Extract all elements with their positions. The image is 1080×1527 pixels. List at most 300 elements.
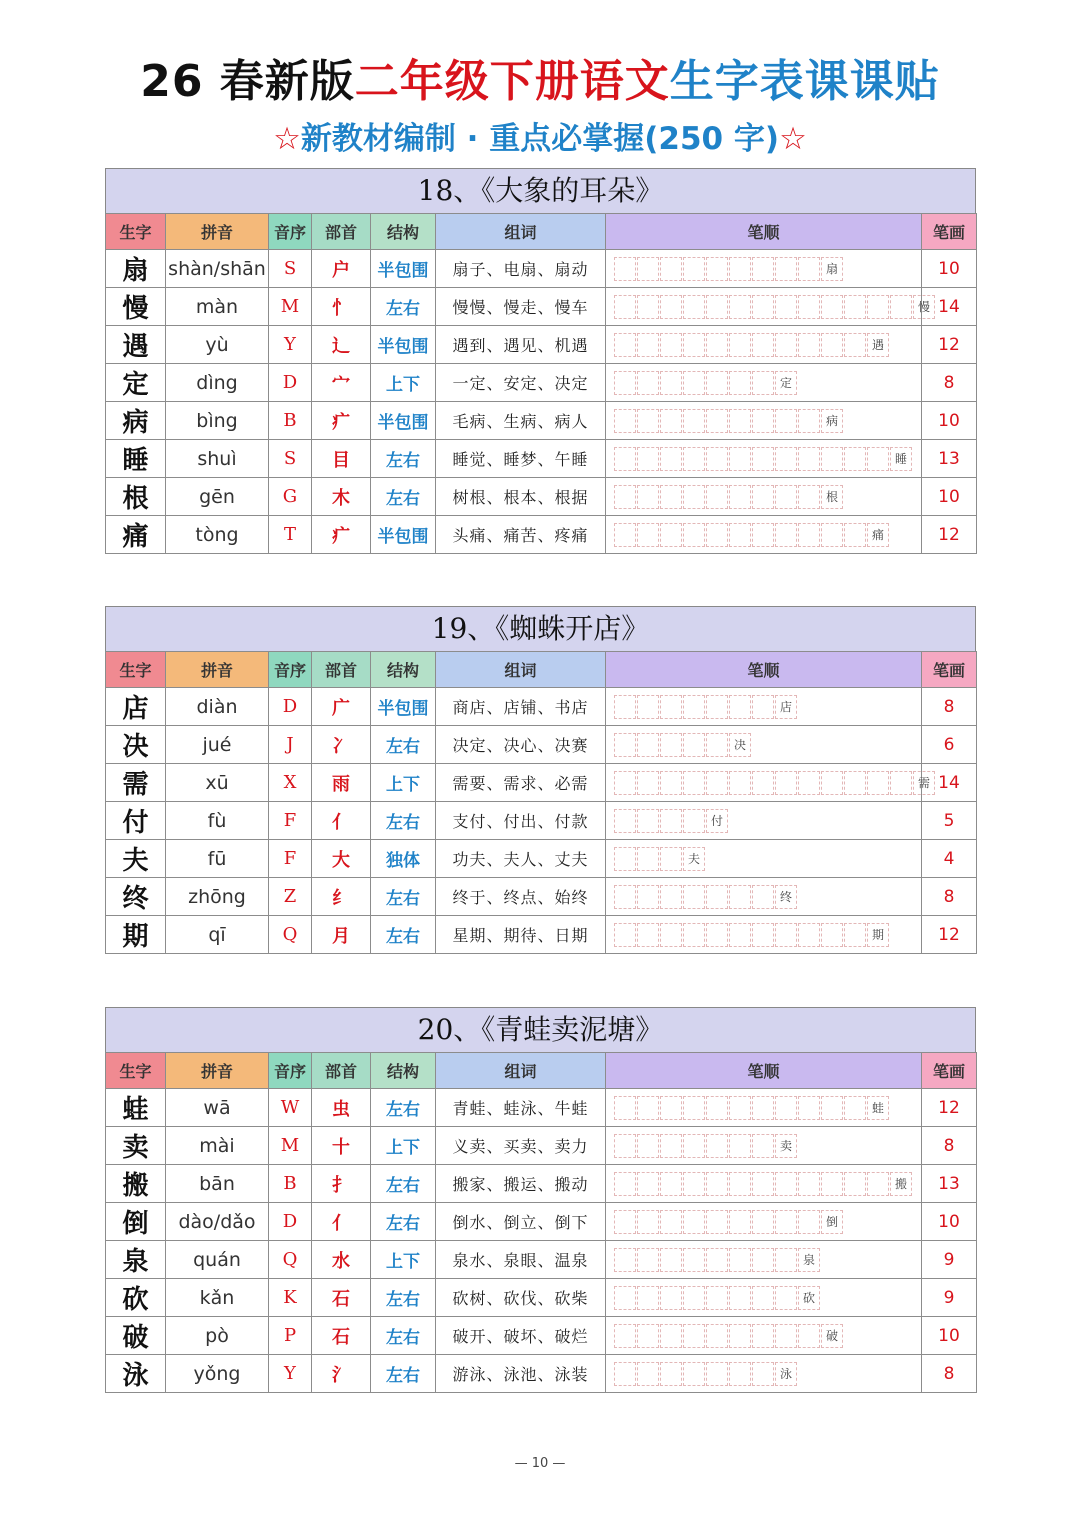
pinyin-cell: bìng [166, 402, 269, 440]
order-cell: M [269, 1127, 312, 1165]
structure-cell: 左右 [371, 1203, 436, 1241]
pinyin-cell: màn [166, 288, 269, 326]
stroke-step-box [614, 695, 636, 719]
stroke-step-box [660, 333, 682, 357]
stroke-step-box [798, 333, 820, 357]
stroke-step-box [752, 695, 774, 719]
header-char: 生字 [106, 652, 166, 688]
stroke-step-box [683, 1286, 705, 1310]
pinyin-cell: bān [166, 1165, 269, 1203]
order-cell: K [269, 1279, 312, 1317]
stroke-step-box [660, 771, 682, 795]
stroke-step-box [660, 257, 682, 281]
words-cell: 一定、安定、决定 [436, 364, 606, 402]
stroke-step-box: 需 [913, 771, 935, 795]
stroke-step-box [660, 847, 682, 871]
stroke-step-box [637, 409, 659, 433]
radical-cell: 月 [312, 916, 371, 954]
stroke-order-cell [606, 1241, 922, 1279]
structure-cell: 左右 [371, 1355, 436, 1393]
stroke-step-box [660, 295, 682, 319]
stroke-step-box [614, 1362, 636, 1386]
table-row [106, 916, 977, 954]
stroke-step-box [729, 1286, 751, 1310]
stroke-count-cell: 13 [922, 440, 977, 478]
stroke-step-box [683, 695, 705, 719]
table-row [106, 1127, 977, 1165]
stroke-step-box [867, 1172, 889, 1196]
stroke-count-cell: 12 [922, 1089, 977, 1127]
stroke-step-box [614, 1172, 636, 1196]
char-cell: 店 [106, 688, 166, 726]
stroke-step-box [683, 1134, 705, 1158]
stroke-order-cell [606, 1165, 922, 1203]
stroke-count-cell: 9 [922, 1279, 977, 1317]
order-cell: Q [269, 916, 312, 954]
table-row [106, 878, 977, 916]
structure-cell: 左右 [371, 878, 436, 916]
stroke-step-box [775, 333, 797, 357]
stroke-step-box [683, 1210, 705, 1234]
stroke-count-cell: 14 [922, 764, 977, 802]
header-words: 组词 [436, 652, 606, 688]
radical-cell: 户 [312, 250, 371, 288]
stroke-step-box [798, 295, 820, 319]
character-table [105, 1052, 977, 1393]
order-cell: G [269, 478, 312, 516]
stroke-step-box [890, 295, 912, 319]
character-table [105, 651, 977, 954]
stroke-step-box [821, 771, 843, 795]
stroke-step-box: 卖 [775, 1134, 797, 1158]
stroke-order-cell [606, 764, 930, 802]
stroke-step-box: 泉 [798, 1248, 820, 1272]
stroke-step-box [660, 1324, 682, 1348]
stroke-step-box [660, 809, 682, 833]
stroke-step-box [614, 733, 636, 757]
stroke-step-box [821, 923, 843, 947]
lesson-title: 20、《青蛙卖泥塘》 [105, 1007, 976, 1052]
stroke-order-cell [606, 916, 922, 954]
order-cell: Y [269, 1355, 312, 1393]
stroke-count-cell: 8 [922, 364, 977, 402]
stroke-step-box [683, 1096, 705, 1120]
words-cell: 义卖、买卖、卖力 [436, 1127, 606, 1165]
stroke-step-box [821, 523, 843, 547]
stroke-step-box [844, 771, 866, 795]
radical-cell: 虫 [312, 1089, 371, 1127]
stroke-step-box [729, 1248, 751, 1272]
stroke-step-box: 破 [821, 1324, 843, 1348]
structure-cell: 上下 [371, 1127, 436, 1165]
stroke-order-cell [606, 516, 922, 554]
stroke-step-box [637, 1172, 659, 1196]
stroke-order-cell [606, 726, 922, 764]
radical-cell: 大 [312, 840, 371, 878]
stroke-step-box: 店 [775, 695, 797, 719]
table-row [106, 402, 977, 440]
radical-cell: 辶 [312, 326, 371, 364]
stroke-step-box [844, 923, 866, 947]
stroke-step-box [637, 1324, 659, 1348]
stroke-step-box [775, 447, 797, 471]
stroke-step-box [729, 485, 751, 509]
words-cell: 砍树、砍伐、砍柴 [436, 1279, 606, 1317]
structure-cell: 左右 [371, 802, 436, 840]
stroke-step-box [706, 257, 728, 281]
stroke-step-box [775, 485, 797, 509]
stroke-step-box: 睡 [890, 447, 912, 471]
structure-cell: 半包围 [371, 516, 436, 554]
stroke-step-box [614, 771, 636, 795]
char-cell: 决 [106, 726, 166, 764]
table-row [106, 726, 977, 764]
stroke-step-box [637, 1134, 659, 1158]
stroke-step-box [752, 1324, 774, 1348]
pinyin-cell: dào/dǎo [166, 1203, 269, 1241]
stroke-step-box [729, 333, 751, 357]
stroke-step-box [752, 409, 774, 433]
words-cell: 青蛙、蛙泳、牛蛙 [436, 1089, 606, 1127]
char-cell: 搬 [106, 1165, 166, 1203]
words-cell: 倒水、倒立、倒下 [436, 1203, 606, 1241]
char-cell: 需 [106, 764, 166, 802]
stroke-step-box [729, 771, 751, 795]
radical-cell: 忄 [312, 288, 371, 326]
stroke-step-box [683, 923, 705, 947]
stroke-step-box [729, 1362, 751, 1386]
stroke-step-box [821, 1096, 843, 1120]
table-row [106, 250, 977, 288]
stroke-step-box [614, 847, 636, 871]
stroke-step-box [798, 1172, 820, 1196]
stroke-step-box [706, 371, 728, 395]
table-row [106, 764, 977, 802]
order-cell: F [269, 802, 312, 840]
stroke-step-box [752, 447, 774, 471]
stroke-order-cell [606, 840, 922, 878]
stroke-step-box [683, 371, 705, 395]
header-words: 组词 [436, 214, 606, 250]
stroke-order-cell [606, 402, 922, 440]
stroke-step-box [683, 809, 705, 833]
stroke-step-box [637, 1210, 659, 1234]
stroke-step-box: 慢 [913, 295, 935, 319]
table-row [106, 1241, 977, 1279]
table-row [106, 478, 977, 516]
radical-cell: 木 [312, 478, 371, 516]
stroke-step-box [660, 1248, 682, 1272]
stroke-step-box [752, 333, 774, 357]
stroke-step-box [683, 1362, 705, 1386]
table-row [106, 1203, 977, 1241]
header-stroke-order: 笔顺 [606, 1053, 922, 1089]
stroke-step-box [775, 295, 797, 319]
stroke-step-box [637, 885, 659, 909]
pinyin-cell: pò [166, 1317, 269, 1355]
stroke-step-box [844, 295, 866, 319]
stroke-step-box [729, 1324, 751, 1348]
stroke-step-box: 倒 [821, 1210, 843, 1234]
stroke-step-box [706, 771, 728, 795]
header-order: 音序 [269, 652, 312, 688]
stroke-step-box [683, 447, 705, 471]
order-cell: S [269, 440, 312, 478]
stroke-count-cell: 8 [922, 1355, 977, 1393]
stroke-step-box [844, 523, 866, 547]
stroke-step-box [614, 485, 636, 509]
header-pinyin: 拼音 [166, 214, 269, 250]
stroke-step-box: 搬 [890, 1172, 912, 1196]
table-header-row [106, 1053, 977, 1089]
star-icon: ☆ [779, 121, 807, 157]
order-cell: P [269, 1317, 312, 1355]
char-cell: 蛙 [106, 1089, 166, 1127]
radical-cell: 水 [312, 1241, 371, 1279]
char-cell: 根 [106, 478, 166, 516]
pinyin-cell: shuì [166, 440, 269, 478]
table-row [106, 1165, 977, 1203]
stroke-step-box: 定 [775, 371, 797, 395]
stroke-step-box [729, 295, 751, 319]
stroke-step-box [637, 733, 659, 757]
stroke-step-box [729, 1210, 751, 1234]
stroke-step-box [706, 523, 728, 547]
stroke-step-box [683, 485, 705, 509]
header-radical: 部首 [312, 652, 371, 688]
structure-cell: 左右 [371, 726, 436, 764]
stroke-count-cell: 10 [922, 402, 977, 440]
stroke-step-box [752, 1362, 774, 1386]
structure-cell: 左右 [371, 440, 436, 478]
stroke-count-cell: 8 [922, 878, 977, 916]
structure-cell: 左右 [371, 1279, 436, 1317]
words-cell: 树根、根本、根据 [436, 478, 606, 516]
table-row [106, 688, 977, 726]
header-order: 音序 [269, 1053, 312, 1089]
char-cell: 付 [106, 802, 166, 840]
radical-cell: 扌 [312, 1165, 371, 1203]
stroke-count-cell: 9 [922, 1241, 977, 1279]
stroke-count-cell: 8 [922, 1127, 977, 1165]
char-cell: 泉 [106, 1241, 166, 1279]
order-cell: J [269, 726, 312, 764]
table-row [106, 440, 977, 478]
stroke-step-box [798, 257, 820, 281]
table-row [106, 1279, 977, 1317]
table-header-row [106, 652, 977, 688]
stroke-step-box [614, 1096, 636, 1120]
stroke-step-box [844, 1172, 866, 1196]
table-row [106, 1089, 977, 1127]
stroke-step-box [637, 1286, 659, 1310]
stroke-step-box [752, 1248, 774, 1272]
stroke-step-box [775, 1286, 797, 1310]
stroke-step-box [660, 371, 682, 395]
stroke-step-box [752, 771, 774, 795]
order-cell: T [269, 516, 312, 554]
structure-cell: 左右 [371, 478, 436, 516]
stroke-step-box [614, 295, 636, 319]
order-cell: F [269, 840, 312, 878]
stroke-step-box [775, 923, 797, 947]
header-char: 生字 [106, 214, 166, 250]
words-cell: 星期、期待、日期 [436, 916, 606, 954]
stroke-step-box: 病 [821, 409, 843, 433]
structure-cell: 上下 [371, 1241, 436, 1279]
stroke-order-cell [606, 688, 922, 726]
pinyin-cell: gēn [166, 478, 269, 516]
stroke-step-box [637, 1096, 659, 1120]
stroke-step-box [637, 923, 659, 947]
pinyin-cell: dìng [166, 364, 269, 402]
char-cell: 病 [106, 402, 166, 440]
lesson-section-19 [105, 606, 976, 954]
stroke-step-box [706, 295, 728, 319]
stroke-order-cell [606, 1317, 922, 1355]
stroke-step-box [729, 409, 751, 433]
stroke-step-box [637, 771, 659, 795]
pinyin-cell: quán [166, 1241, 269, 1279]
stroke-order-cell [606, 802, 922, 840]
stroke-step-box: 期 [867, 923, 889, 947]
char-cell: 泳 [106, 1355, 166, 1393]
stroke-step-box [660, 409, 682, 433]
char-cell: 慢 [106, 288, 166, 326]
char-cell: 扇 [106, 250, 166, 288]
stroke-step-box [683, 523, 705, 547]
stroke-step-box [706, 733, 728, 757]
table-header-row [106, 214, 977, 250]
stroke-step-box [660, 923, 682, 947]
stroke-step-box: 痛 [867, 523, 889, 547]
stroke-step-box [706, 1134, 728, 1158]
structure-cell: 半包围 [371, 250, 436, 288]
stroke-count-cell: 12 [922, 916, 977, 954]
char-cell: 睡 [106, 440, 166, 478]
stroke-step-box [637, 523, 659, 547]
stroke-step-box [775, 1172, 797, 1196]
header-structure: 结构 [371, 1053, 436, 1089]
stroke-step-box [729, 885, 751, 909]
stroke-step-box [706, 1172, 728, 1196]
stroke-step-box [637, 809, 659, 833]
order-cell: B [269, 1165, 312, 1203]
stroke-step-box [614, 1134, 636, 1158]
stroke-count-cell: 12 [922, 516, 977, 554]
pinyin-cell: xū [166, 764, 269, 802]
header-char: 生字 [106, 1053, 166, 1089]
stroke-step-box [867, 295, 889, 319]
stroke-order-cell [606, 440, 922, 478]
stroke-step-box [752, 1172, 774, 1196]
table-row [106, 840, 977, 878]
stroke-order-cell [606, 1089, 922, 1127]
stroke-step-box [775, 1096, 797, 1120]
title-part-1: 26 春新版 [140, 56, 355, 107]
stroke-step-box [752, 1286, 774, 1310]
stroke-order-cell [606, 1203, 922, 1241]
pinyin-cell: jué [166, 726, 269, 764]
title-part-2: 二年级下册语文 [354, 56, 670, 107]
order-cell: D [269, 1203, 312, 1241]
stroke-step-box [867, 447, 889, 471]
words-cell: 需要、需求、必需 [436, 764, 606, 802]
pinyin-cell: tòng [166, 516, 269, 554]
stroke-order-cell [606, 878, 922, 916]
radical-cell: 疒 [312, 516, 371, 554]
stroke-step-box [752, 885, 774, 909]
pinyin-cell: fū [166, 840, 269, 878]
pinyin-cell: diàn [166, 688, 269, 726]
stroke-step-box [706, 333, 728, 357]
lesson-title: 18、《大象的耳朵》 [105, 168, 976, 213]
stroke-step-box [683, 1248, 705, 1272]
stroke-step-box: 付 [706, 809, 728, 833]
stroke-step-box [614, 1324, 636, 1348]
words-cell: 睡觉、睡梦、午睡 [436, 440, 606, 478]
stroke-step-box [729, 447, 751, 471]
stroke-step-box [637, 847, 659, 871]
header-stroke-count: 笔画 [922, 214, 977, 250]
order-cell: D [269, 688, 312, 726]
structure-cell: 上下 [371, 364, 436, 402]
stroke-step-box [660, 1096, 682, 1120]
table-row [106, 1317, 977, 1355]
stroke-step-box [706, 1324, 728, 1348]
stroke-step-box [660, 1286, 682, 1310]
stroke-step-box [637, 485, 659, 509]
pinyin-cell: zhōng [166, 878, 269, 916]
order-cell: W [269, 1089, 312, 1127]
stroke-step-box [683, 771, 705, 795]
stroke-count-cell: 5 [922, 802, 977, 840]
structure-cell: 左右 [371, 288, 436, 326]
pinyin-cell: qī [166, 916, 269, 954]
stroke-step-box [706, 447, 728, 471]
stroke-step-box [775, 523, 797, 547]
stroke-step-box [706, 409, 728, 433]
stroke-step-box [752, 1134, 774, 1158]
stroke-step-box [614, 257, 636, 281]
stroke-step-box [660, 695, 682, 719]
header-structure: 结构 [371, 652, 436, 688]
stroke-step-box [729, 695, 751, 719]
stroke-step-box [660, 1362, 682, 1386]
radical-cell: 石 [312, 1317, 371, 1355]
pinyin-cell: yǒng [166, 1355, 269, 1393]
header-stroke-count: 笔画 [922, 1053, 977, 1089]
table-row [106, 326, 977, 364]
stroke-step-box [614, 809, 636, 833]
header-words: 组词 [436, 1053, 606, 1089]
radical-cell: 目 [312, 440, 371, 478]
words-cell: 扇子、电扇、扇动 [436, 250, 606, 288]
lesson-section-18 [105, 168, 976, 554]
stroke-step-box [798, 409, 820, 433]
stroke-step-box [775, 257, 797, 281]
stroke-step-box: 泳 [775, 1362, 797, 1386]
stroke-step-box: 扇 [821, 257, 843, 281]
stroke-step-box [660, 485, 682, 509]
stroke-step-box [637, 1248, 659, 1272]
stroke-step-box [798, 1096, 820, 1120]
stroke-count-cell: 13 [922, 1165, 977, 1203]
words-cell: 商店、店铺、书店 [436, 688, 606, 726]
stroke-step-box [775, 409, 797, 433]
header-pinyin: 拼音 [166, 1053, 269, 1089]
stroke-step-box [706, 923, 728, 947]
